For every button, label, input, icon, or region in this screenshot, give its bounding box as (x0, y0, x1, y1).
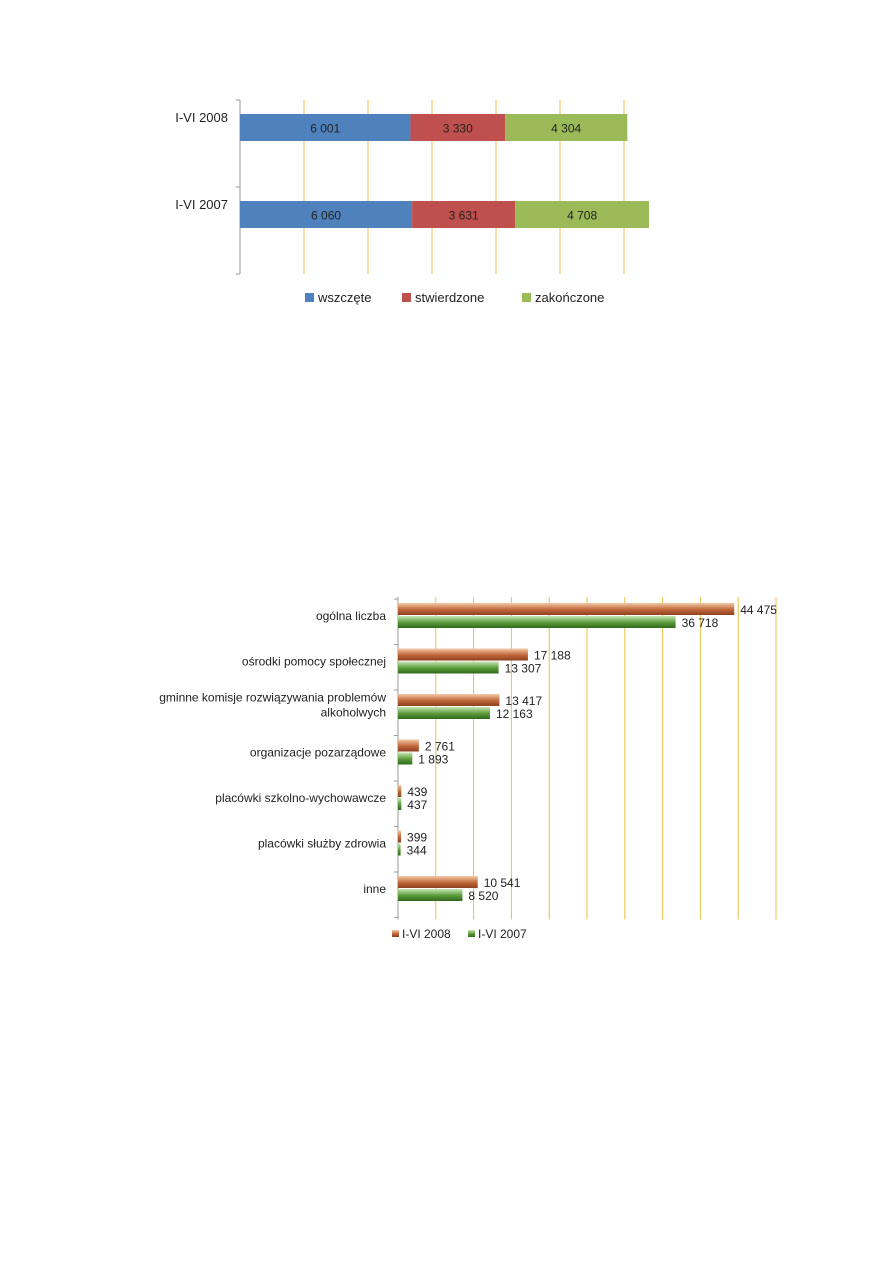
category-label-i-vi-2008: I-VI 2008 (175, 110, 228, 125)
data-label-i-vi-2007-placowki-sluzby-zdrowia: 344 (406, 843, 427, 858)
legend-label-stwierdzone: stwierdzone (415, 290, 485, 305)
data-label-stwierdzone-i-vi-2008: 3 330 (442, 121, 473, 136)
legend-label-zakonczone: zakończone (535, 290, 605, 305)
bar-i-vi-2007-gminne-komisje-rozwiazywania-problemow-alkoholwych (398, 707, 490, 719)
bar-i-vi-2007-placowki-szkolno-wychowawcze (398, 798, 401, 810)
legend (305, 290, 604, 305)
gridlines (436, 597, 776, 920)
data-label-i-vi-2007-osrodki-pomocy-spolecznej: 13 307 (504, 661, 542, 676)
legend-swatch-zakonczone (522, 293, 531, 302)
legend-label-i-vi-2007: I-VI 2007 (478, 927, 527, 941)
data-label-i-vi-2007-inne: 8 520 (468, 889, 499, 903)
legend-label-i-vi-2008: I-VI 2008 (402, 927, 451, 941)
bar-i-vi-2008-gminne-komisje-rozwiazywania-problemow-alkoholwych (398, 694, 499, 706)
category-label-inne: inne (363, 882, 386, 896)
data-label-i-vi-2007-ogolna-liczba: 36 718 (681, 616, 719, 630)
bar-i-vi-2008-placowki-sluzby-zdrowia (398, 831, 401, 843)
bar-i-vi-2007-placowki-sluzby-zdrowia (398, 844, 401, 856)
data-label-i-vi-2007-organizacje-pozarzadowe: 1 893 (418, 752, 449, 767)
data-label-i-vi-2008-gminne-komisje-rozwiazywania-problemow-alkoholwych: 13 417 (505, 694, 543, 708)
bar-i-vi-2007-inne (398, 889, 462, 901)
data-label-i-vi-2008-placowki-sluzby-zdrowia: 399 (407, 830, 428, 845)
data-label-wszczete-i-vi-2008: 6 001 (310, 121, 341, 136)
bar-i-vi-2008-organizacje-pozarzadowe (398, 740, 419, 752)
data-label-zakonczone-i-vi-2008: 4 304 (551, 121, 582, 136)
legend (392, 927, 527, 941)
category-label-ogolna-liczba: ogólna liczba (315, 609, 386, 623)
legend-swatch-wszczete (305, 293, 314, 302)
category-label-gminne-komisje-rozwiazywania-problemow-alkoholwych: gminne komisje rozwiązywania problemów alkoholwych (159, 690, 386, 720)
legend-swatch-stwierdzone (402, 293, 411, 302)
data-label-wszczete-i-vi-2007: 6 060 (311, 208, 342, 223)
bar-i-vi-2008-placowki-szkolno-wychowawcze (398, 785, 401, 797)
legend-swatch-i-vi-2008 (392, 930, 399, 937)
data-label-i-vi-2008-inne: 10 541 (483, 876, 521, 890)
bar-i-vi-2008-osrodki-pomocy-spolecznej (398, 649, 528, 661)
legend-swatch-i-vi-2007 (468, 930, 475, 937)
bar-i-vi-2008-inne (398, 876, 478, 888)
legend-label-wszczete: wszczęte (318, 290, 372, 305)
category-label-osrodki-pomocy-spolecznej: ośrodki pomocy społecznej (241, 654, 386, 669)
data-label-i-vi-2008-placowki-szkolno-wychowawcze: 439 (407, 785, 428, 799)
data-label-zakonczone-i-vi-2007: 4 708 (567, 208, 598, 223)
bar-i-vi-2007-organizacje-pozarzadowe (398, 753, 412, 765)
stacked-bar-chart-proceedings (150, 95, 670, 325)
data-label-i-vi-2007-gminne-komisje-rozwiazywania-problemow-alkoholwych: 12 163 (495, 707, 533, 721)
data-label-i-vi-2007-placowki-szkolno-wychowawcze: 437 (407, 798, 428, 812)
category-label-organizacje-pozarzadowe: organizacje pozarządowe (249, 745, 386, 760)
bar-i-vi-2007-ogolna-liczba (398, 616, 676, 628)
category-label-placowki-szkolno-wychowawcze: placówki szkolno-wychowawcze (215, 791, 386, 805)
data-label-i-vi-2008-ogolna-liczba: 44 475 (740, 603, 777, 617)
data-label-i-vi-2008-organizacje-pozarzadowe: 2 761 (424, 739, 455, 754)
category-label-i-vi-2007: I-VI 2007 (175, 197, 228, 212)
grouped-bar-chart-institutions (130, 585, 800, 955)
data-label-stwierdzone-i-vi-2007: 3 631 (448, 208, 479, 223)
bar-i-vi-2007-osrodki-pomocy-spolecznej (398, 662, 499, 674)
data-label-i-vi-2008-osrodki-pomocy-spolecznej: 17 188 (533, 648, 571, 663)
bar-i-vi-2008-ogolna-liczba (398, 603, 734, 615)
category-label-placowki-sluzby-zdrowia: placówki służby zdrowia (257, 836, 386, 851)
